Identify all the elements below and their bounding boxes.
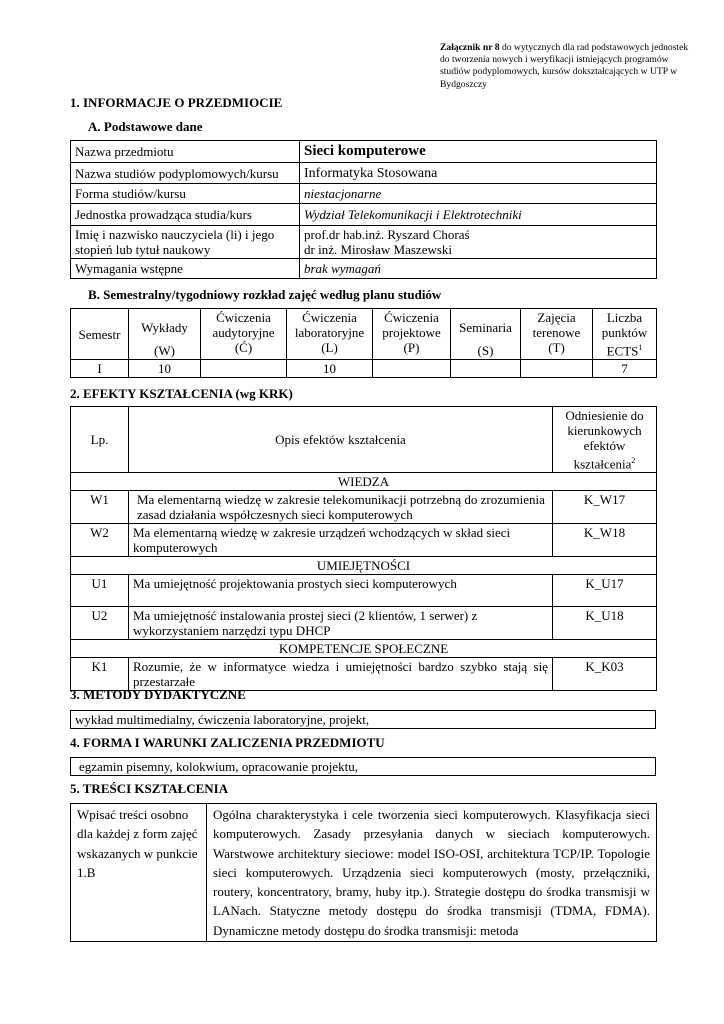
section1-subtitle-a: A. Podstawowe dane <box>88 119 203 134</box>
table-row <box>71 226 657 259</box>
schedule-row <box>71 360 657 378</box>
basic-label: Wymagania wstępne <box>71 259 300 279</box>
schedule-header: Semestr <box>71 309 129 360</box>
schedule-cell: 10 <box>129 360 201 378</box>
outcomes-table <box>70 406 657 691</box>
annex-note <box>440 42 690 91</box>
outcome-desc: Ma umiejętność projektowania prostych sieci komputerowych <box>129 575 553 607</box>
content-table <box>70 803 657 942</box>
section3-title: 3. METODY DYDAKTYCZNE <box>70 687 246 702</box>
outcome-ref: K_U17 <box>553 575 657 607</box>
outcome-lp: U2 <box>71 607 129 640</box>
outcome-desc: Ma elementarną wiedzę w zakresie telekomunikacji potrzebną do zrozumienia zasad działania współczesnych sieci komputerowych <box>129 491 553 524</box>
table-row <box>71 184 657 204</box>
table-row <box>71 141 657 163</box>
content-instruction: Wpisać treści osobno dla każdej z form zajęć wskazanych w punkcie 1.B <box>71 804 207 942</box>
methods-table <box>70 710 656 729</box>
prerequisites: brak wymagań <box>300 259 657 279</box>
outcome-lp: W1 <box>71 491 129 524</box>
teachers <box>300 226 657 259</box>
group-row <box>71 640 657 658</box>
schedule-cell <box>373 360 451 378</box>
table-row <box>71 259 657 279</box>
table-row <box>71 758 656 776</box>
basic-label: Imię i nazwisko nauczyciela (li) i jego stopień lub tytuł naukowy <box>71 226 300 259</box>
schedule-cell <box>521 360 593 378</box>
schedule-header: Ćwiczenia laboratoryjne (L) <box>287 309 373 360</box>
table-row <box>71 804 657 942</box>
group-kompetencje: KOMPETENCJE SPOŁECZNE <box>71 640 657 658</box>
group-wiedza: WIEDZA <box>71 473 657 491</box>
assessment-text: egzamin pisemny, kolokwium, opracowanie projektu, <box>71 758 656 776</box>
outcome-lp: W2 <box>71 524 129 557</box>
outcome-desc: Ma elementarną wiedzę w zakresie urządzeń wchodzących w skład sieci komputerowych <box>129 524 553 557</box>
outcomes-header-row <box>71 407 657 473</box>
subject-name: Sieci komputerowe <box>300 141 657 163</box>
schedule-header: Ćwiczenia projektowe (P) <box>373 309 451 360</box>
outcome-desc: Ma umiejętność instalowania prostej sieci (2 klientów, 1 serwer) z wykorzystaniem narzędzi typu DHCP <box>129 607 553 640</box>
group-row <box>71 473 657 491</box>
schedule-header: Ćwiczenia audytoryjne (Ć) <box>201 309 287 360</box>
schedule-cell: 10 <box>287 360 373 378</box>
section2-title: 2. EFEKTY KSZTAŁCENIA (wg KRK) <box>70 386 293 401</box>
schedule-header: Zajęcia terenowe (T) <box>521 309 593 360</box>
outcome-desc: Rozumie, że w informatyce wiedza i umiejętności bardzo szybko stają się przestarzałe <box>129 658 553 691</box>
schedule-cell: 7 <box>593 360 657 378</box>
desc-header: Opis efektów kształcenia <box>129 407 553 473</box>
ref-header: Odniesienie do kierunkowych efektów kształcenia$^2$ <box>553 407 657 473</box>
group-row <box>71 557 657 575</box>
outcome-lp: K1 <box>71 658 129 691</box>
table-row <box>71 658 657 691</box>
study-form: niestacjonarne <box>300 184 657 204</box>
schedule-cell <box>201 360 287 378</box>
section4-title: 4. FORMA I WARUNKI ZALICZENIA PRZEDMIOTU <box>70 735 385 750</box>
teacher-2: dr inż. Mirosław Maszewski <box>304 242 453 257</box>
schedule-cell <box>451 360 521 378</box>
basic-label: Nazwa przedmiotu <box>71 141 300 163</box>
schedule-table <box>70 308 657 378</box>
outcome-ref: K_W17 <box>553 491 657 524</box>
section1-title: 1. INFORMACJE O PRZEDMIOCIE <box>70 95 283 110</box>
table-row <box>71 204 657 226</box>
table-row <box>71 711 656 729</box>
outcome-lp: U1 <box>71 575 129 607</box>
outcome-ref: K_U18 <box>553 607 657 640</box>
basic-label: Nazwa studiów podyplomowych/kursu <box>71 163 300 184</box>
assessment-table <box>70 757 656 776</box>
schedule-header-row <box>71 309 657 360</box>
teacher-1: prof.dr hab.inż. Ryszard Choraś <box>304 227 470 242</box>
lp-header: Lp. <box>71 407 129 473</box>
section5-title: 5. TREŚCI KSZTAŁCENIA <box>70 781 229 796</box>
table-row <box>71 524 657 557</box>
methods-text: wykład multimedialny, ćwiczenia laboratoryjne, projekt, <box>71 711 656 729</box>
section1-subtitle-b: B. Semestralny/tygodniowy rozkład zajęć według planu studiów <box>88 287 442 302</box>
group-umiejetnosci: UMIEJĘTNOŚCI <box>71 557 657 575</box>
basic-label: Forma studiów/kursu <box>71 184 300 204</box>
basic-label: Jednostka prowadząca studia/kurs <box>71 204 300 226</box>
schedule-header: Liczba punktów ECTS$^1$ <box>593 309 657 360</box>
basic-data-table <box>70 140 657 279</box>
table-row <box>71 575 657 607</box>
content-text: Ogólna charakterystyka i cele tworzenia sieci komputerowych. Klasyfikacja sieci komputerowych. Zasady przesyłania danych w sieciach komputerowych. Warstwowe architektury sieciowe: model ISO-OSI, architektura TCP/IP. Topologie sieci komputerowych. Urządzenia sieci komputerowych (mosty, przełączniki, routery, koncentratory, bramy, huby itp.). Strategie dostępu do środka transmisji w LANach. Statyczne metody dostępu do środka transmisji (TDMA, FDMA). Dynamiczne metody dostępu do środka transmisji: metoda <box>207 804 657 942</box>
table-row <box>71 491 657 524</box>
annex-text: do wytycznych dla rad podstawowych jednostek do tworzenia nowych i weryfikacji istniejących programów studiów podyplomowych, kursów dokształcających w UTP w Bydgoszczy <box>440 42 689 90</box>
studies-name: Informatyka Stosowana <box>300 163 657 184</box>
unit-name: Wydział Telekomunikacji i Elektrotechniki <box>300 204 657 226</box>
table-row <box>71 163 657 184</box>
schedule-header: Seminaria (S) <box>451 309 521 360</box>
outcome-ref: K_W18 <box>553 524 657 557</box>
schedule-cell: I <box>71 360 129 378</box>
outcome-ref: K_K03 <box>553 658 657 691</box>
schedule-header: Wykłady (W) <box>129 309 201 360</box>
table-row <box>71 607 657 640</box>
annex-label: Załącznik nr 8 <box>440 42 500 53</box>
